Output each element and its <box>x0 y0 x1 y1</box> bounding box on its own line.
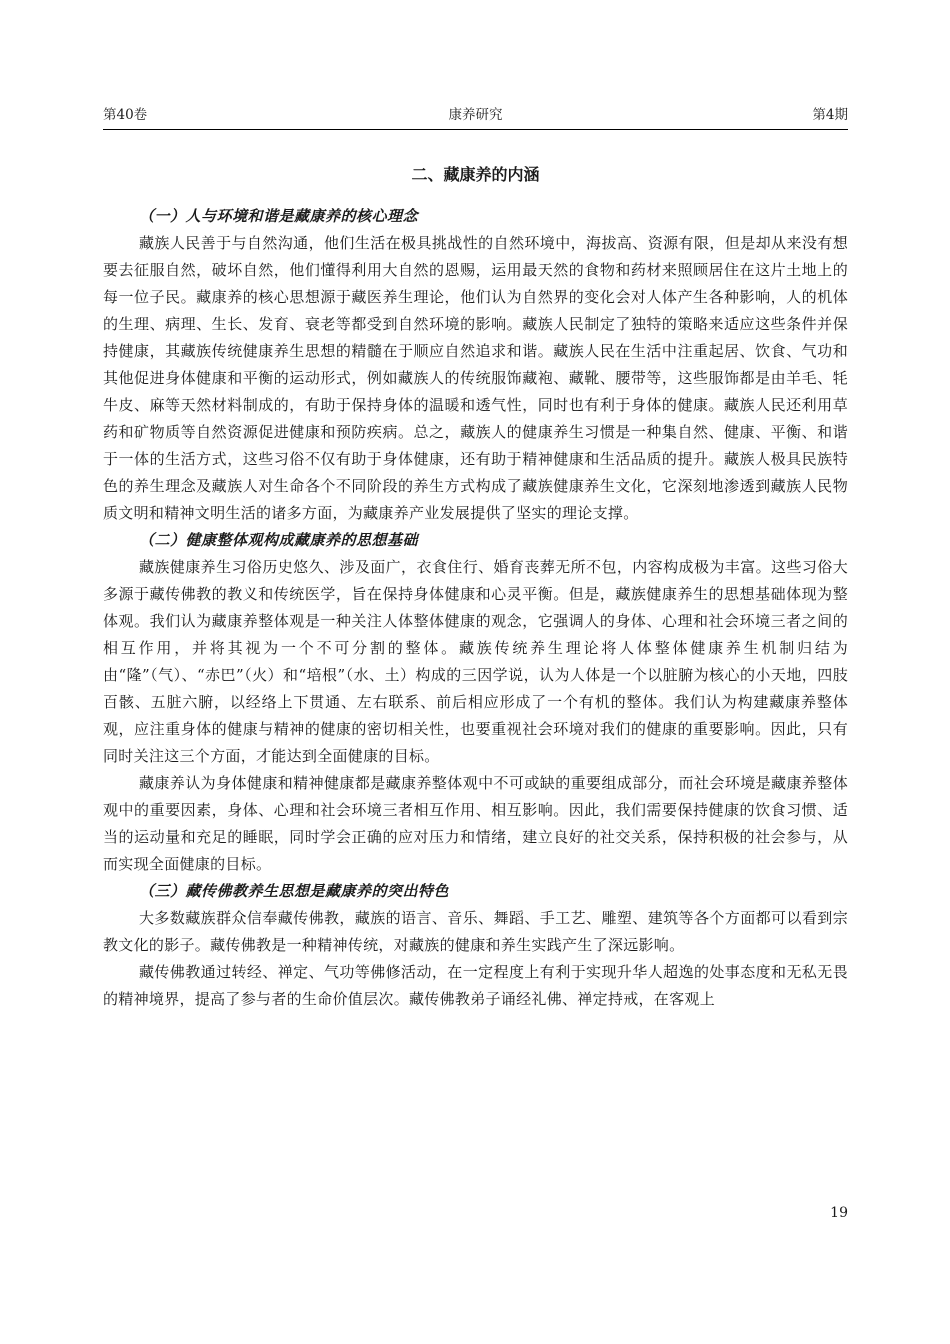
running-header <box>103 104 848 126</box>
subsection-heading-1: （一）人与环境和谐是藏康养的核心理念 <box>139 207 419 225</box>
page-number: 19 <box>830 1205 848 1221</box>
journal-title: 康养研究 <box>448 107 503 123</box>
header-rule <box>103 129 848 130</box>
journal-page <box>103 0 848 1344</box>
paragraph: 藏族人民善于与自然沟通，他们生活在极具挑战性的自然环境中，海拔高、资源有限，但是却从来没有想要去征服自然，破坏自然，他们懂得利用大自然的恩赐，运用最天然的食物和药材来照顾居住在这片土地上的每一位子民。藏康养的核心思想源于藏医养生理论，他们认为自然界的变化会对人体产生各种影响，人的机体的生理、病理、生长、发育、衰老等都受到自然环境的影响。藏族人民制定了独特的策略来适应这些条件并保持健康，其藏族传统健康养生思想的精髓在于顺应自然追求和谐。藏族人民在生活中注重起居、饮食、气功和其他促进身体健康和平衡的运动形式，例如藏族人的传统服饰藏袍、藏靴、腰带等，这些服饰都是由羊毛、牦牛皮、麻等天然材料制成的，有助于保持身体的温暖和透气性，同时也有利于身体的健康。藏族人民还利用草药和矿物质等自然资源促进健康和预防疾病。总之，藏族人的健康养生习惯是一种集自然、健康、平衡、和谐于一体的生活方式，这些习俗不仅有助于身体健康，还有助于精神健康和生活品质的提升。藏族人极具民族特色的养生理念及藏族人对生命各个不同阶段的养生方式构成了藏族健康养生文化，它深刻地渗透到藏族人民物质文明和精神文明生活的诸多方面，为藏康养产业发展提供了坚实的理论支撑。 <box>103 234 848 522</box>
paragraph: 藏传佛教通过转经、禅定、气功等佛修活动，在一定程度上有利于实现升华人超逸的处事态度和无私无畏的精神境界，提高了参与者的生命价值层次。藏传佛教弟子诵经礼佛、禅定持戒，在客观上 <box>103 963 848 1008</box>
paragraph: 藏族健康养生习俗历史悠久、涉及面广，衣食住行、婚育丧葬无所不包，内容构成极为丰富。这些习俗大多源于藏传佛教的教义和传统医学，旨在保持身体健康和心灵平衡。但是，藏族健康养生的思想基础体现为整体观。我们认为藏康养整体观是一种关注人体整体健康的观念，它强调人的身体、心理和社会环境三者之间的相互作用，并将其视为一个不可分割的整体。藏族传统养生理论将人体整体健康养生机制归结为由“隆”（气）、“赤巴”（火）和“培根”（水、土）构成的三因学说，认为人体是一个以脏腑为核心的小天地，四肢百骸、五脏六腑，以经络上下贯通、左右联系、前后相应形成了一个有机的整体。我们认为构建藏康养整体观，应注重身体的健康与精神的健康的密切相关性，也要重视社会环境对我们的健康的重要影响。因此，只有同时关注这三个方面，才能达到全面健康的目标。 <box>103 558 848 765</box>
section-title: 二、藏康养的内涵 <box>411 165 540 184</box>
paragraph: 大多数藏族群众信奉藏传佛教，藏族的语言、音乐、舞蹈、手工艺、雕塑、建筑等各个方面都可以看到宗教文化的影子。藏传佛教是一种精神传统，对藏族的健康和养生实践产生了深远影响。 <box>103 909 848 954</box>
subsection-heading-3: （三）藏传佛教养生思想是藏康养的突出特色 <box>139 882 450 900</box>
article-body <box>103 161 848 1013</box>
subsection-heading-2: （二）健康整体观构成藏康养的思想基础 <box>139 531 419 549</box>
issue-label: 第4期 <box>812 107 848 123</box>
volume-label: 第40卷 <box>103 107 148 123</box>
paragraph: 藏康养认为身体健康和精神健康都是藏康养整体观中不可或缺的重要组成部分，而社会环境是藏康养整体观中的重要因素，身体、心理和社会环境三者相互作用、相互影响。因此，我们需要保持健康的饮食习惯、适当的运动量和充足的睡眠，同时学会正确的应对压力和情绪，建立良好的社交关系，保持积极的社会参与，从而实现全面健康的目标。 <box>103 774 848 873</box>
